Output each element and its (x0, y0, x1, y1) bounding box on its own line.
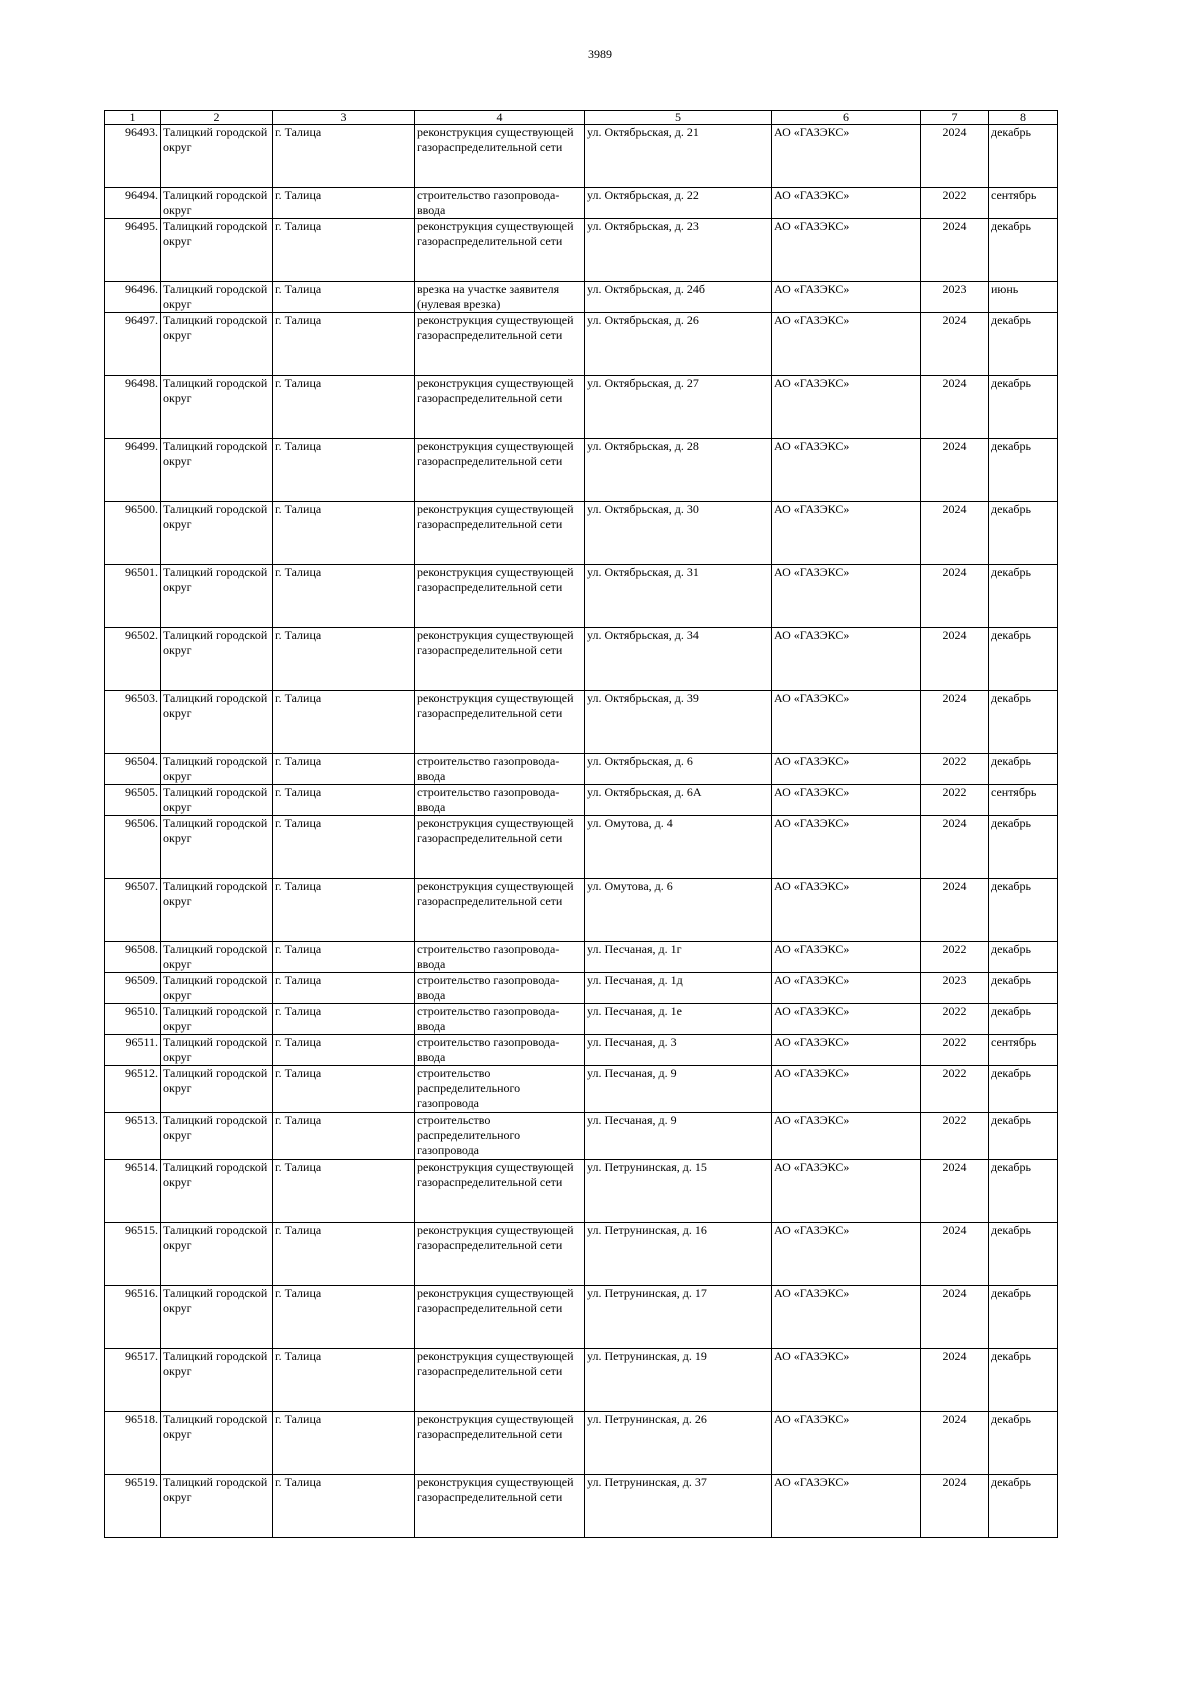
address-cell: ул. Октябрьская, д. 22 (585, 188, 772, 219)
month-cell: декабрь (989, 1160, 1058, 1223)
row-number-cell: 96508. (105, 942, 161, 973)
table-row (105, 785, 1058, 816)
address-cell: ул. Петрунинская, д. 17 (585, 1286, 772, 1349)
district-cell: Талицкий городской округ (161, 1223, 273, 1286)
month-cell: декабрь (989, 942, 1058, 973)
row-number-cell: 96505. (105, 785, 161, 816)
work-type-cell: реконструкция существующей газораспределительной сети (415, 376, 585, 439)
table-row (105, 188, 1058, 219)
work-type-cell: реконструкция существующей газораспределительной сети (415, 1286, 585, 1349)
table-row (105, 816, 1058, 879)
district-cell: Талицкий городской округ (161, 1412, 273, 1475)
table-row (105, 628, 1058, 691)
address-cell: ул. Песчаная, д. 9 (585, 1113, 772, 1160)
organization-cell: АО «ГАЗЭКС» (772, 565, 921, 628)
organization-cell: АО «ГАЗЭКС» (772, 879, 921, 942)
row-number-cell: 96493. (105, 125, 161, 188)
year-cell: 2024 (921, 628, 989, 691)
work-type-cell: реконструкция существующей газораспределительной сети (415, 1223, 585, 1286)
row-number-cell: 96514. (105, 1160, 161, 1223)
work-type-cell: реконструкция существующей газораспределительной сети (415, 628, 585, 691)
locality-cell: г. Талица (273, 628, 415, 691)
column-header: 8 (989, 111, 1058, 125)
table-row (105, 754, 1058, 785)
row-number-cell: 96512. (105, 1066, 161, 1113)
organization-cell: АО «ГАЗЭКС» (772, 1412, 921, 1475)
address-cell: ул. Петрунинская, д. 19 (585, 1349, 772, 1412)
row-number-cell: 96495. (105, 219, 161, 282)
year-cell: 2024 (921, 219, 989, 282)
year-cell: 2024 (921, 565, 989, 628)
district-cell: Талицкий городской округ (161, 376, 273, 439)
year-cell: 2023 (921, 973, 989, 1004)
month-cell: декабрь (989, 502, 1058, 565)
locality-cell: г. Талица (273, 691, 415, 754)
work-type-cell: реконструкция существующей газораспределительной сети (415, 219, 585, 282)
district-cell: Талицкий городской округ (161, 282, 273, 313)
locality-cell: г. Талица (273, 376, 415, 439)
year-cell: 2024 (921, 125, 989, 188)
work-type-cell: строительство газопровода-ввода (415, 188, 585, 219)
page-number: 3989 (588, 47, 612, 61)
row-number-cell: 96513. (105, 1113, 161, 1160)
month-cell: сентябрь (989, 1035, 1058, 1066)
district-cell: Талицкий городской округ (161, 785, 273, 816)
month-cell: декабрь (989, 1223, 1058, 1286)
year-cell: 2022 (921, 1035, 989, 1066)
row-number-cell: 96496. (105, 282, 161, 313)
address-cell: ул. Омутова, д. 6 (585, 879, 772, 942)
table-row (105, 1035, 1058, 1066)
district-cell: Талицкий городской округ (161, 1004, 273, 1035)
organization-cell: АО «ГАЗЭКС» (772, 282, 921, 313)
table-row (105, 691, 1058, 754)
organization-cell: АО «ГАЗЭКС» (772, 1113, 921, 1160)
column-header: 4 (415, 111, 585, 125)
locality-cell: г. Талица (273, 219, 415, 282)
district-cell: Талицкий городской округ (161, 1066, 273, 1113)
table-row (105, 313, 1058, 376)
address-cell: ул. Октябрьская, д. 23 (585, 219, 772, 282)
column-header: 5 (585, 111, 772, 125)
district-cell: Талицкий городской округ (161, 565, 273, 628)
row-number-cell: 96502. (105, 628, 161, 691)
organization-cell: АО «ГАЗЭКС» (772, 1223, 921, 1286)
work-type-cell: строительство газопровода-ввода (415, 1035, 585, 1066)
work-type-cell: реконструкция существующей газораспределительной сети (415, 125, 585, 188)
organization-cell: АО «ГАЗЭКС» (772, 942, 921, 973)
month-cell: декабрь (989, 1004, 1058, 1035)
month-cell: декабрь (989, 1475, 1058, 1538)
work-type-cell: реконструкция существующей газораспределительной сети (415, 879, 585, 942)
table-row (105, 973, 1058, 1004)
organization-cell: АО «ГАЗЭКС» (772, 691, 921, 754)
district-cell: Талицкий городской округ (161, 439, 273, 502)
work-type-cell: строительство распределительного газопровода (415, 1066, 585, 1113)
month-cell: декабрь (989, 1113, 1058, 1160)
table-row (105, 502, 1058, 565)
organization-cell: АО «ГАЗЭКС» (772, 816, 921, 879)
column-header: 3 (273, 111, 415, 125)
year-cell: 2024 (921, 1223, 989, 1286)
district-cell: Талицкий городской округ (161, 973, 273, 1004)
year-cell: 2022 (921, 188, 989, 219)
row-number-cell: 96504. (105, 754, 161, 785)
address-cell: ул. Октябрьская, д. 6 (585, 754, 772, 785)
table-row (105, 1160, 1058, 1223)
work-type-cell: реконструкция существующей газораспределительной сети (415, 816, 585, 879)
year-cell: 2024 (921, 1349, 989, 1412)
organization-cell: АО «ГАЗЭКС» (772, 1160, 921, 1223)
locality-cell: г. Талица (273, 1223, 415, 1286)
work-type-cell: строительство газопровода-ввода (415, 973, 585, 1004)
locality-cell: г. Талица (273, 1035, 415, 1066)
year-cell: 2022 (921, 754, 989, 785)
column-header: 7 (921, 111, 989, 125)
year-cell: 2024 (921, 1286, 989, 1349)
address-cell: ул. Октябрьская, д. 39 (585, 691, 772, 754)
district-cell: Талицкий городской округ (161, 942, 273, 973)
district-cell: Талицкий городской округ (161, 754, 273, 785)
work-type-cell: строительство газопровода-ввода (415, 942, 585, 973)
organization-cell: АО «ГАЗЭКС» (772, 754, 921, 785)
locality-cell: г. Талица (273, 502, 415, 565)
row-number-cell: 96509. (105, 973, 161, 1004)
year-cell: 2024 (921, 691, 989, 754)
table-row (105, 1475, 1058, 1538)
column-header: 1 (105, 111, 161, 125)
table-body (105, 125, 1058, 1538)
month-cell: декабрь (989, 219, 1058, 282)
work-type-cell: реконструкция существующей газораспределительной сети (415, 502, 585, 565)
table-row (105, 1004, 1058, 1035)
address-cell: ул. Октябрьская, д. 21 (585, 125, 772, 188)
locality-cell: г. Талица (273, 785, 415, 816)
year-cell: 2024 (921, 879, 989, 942)
district-cell: Талицкий городской округ (161, 1349, 273, 1412)
work-type-cell: реконструкция существующей газораспределительной сети (415, 1160, 585, 1223)
month-cell: декабрь (989, 879, 1058, 942)
organization-cell: АО «ГАЗЭКС» (772, 313, 921, 376)
table-row (105, 1349, 1058, 1412)
organization-cell: АО «ГАЗЭКС» (772, 1349, 921, 1412)
address-cell: ул. Октябрьская, д. 26 (585, 313, 772, 376)
work-type-cell: строительство газопровода-ввода (415, 785, 585, 816)
address-cell: ул. Октябрьская, д. 6А (585, 785, 772, 816)
month-cell: сентябрь (989, 188, 1058, 219)
address-cell: ул. Октябрьская, д. 30 (585, 502, 772, 565)
organization-cell: АО «ГАЗЭКС» (772, 1004, 921, 1035)
district-cell: Талицкий городской округ (161, 188, 273, 219)
organization-cell: АО «ГАЗЭКС» (772, 439, 921, 502)
work-type-cell: реконструкция существующей газораспределительной сети (415, 1412, 585, 1475)
organization-cell: АО «ГАЗЭКС» (772, 785, 921, 816)
district-cell: Талицкий городской округ (161, 1035, 273, 1066)
district-cell: Талицкий городской округ (161, 1160, 273, 1223)
locality-cell: г. Талица (273, 1286, 415, 1349)
locality-cell: г. Талица (273, 125, 415, 188)
organization-cell: АО «ГАЗЭКС» (772, 219, 921, 282)
locality-cell: г. Талица (273, 282, 415, 313)
organization-cell: АО «ГАЗЭКС» (772, 188, 921, 219)
locality-cell: г. Талица (273, 1004, 415, 1035)
month-cell: декабрь (989, 816, 1058, 879)
locality-cell: г. Талица (273, 1113, 415, 1160)
year-cell: 2024 (921, 1475, 989, 1538)
row-number-cell: 96497. (105, 313, 161, 376)
month-cell: декабрь (989, 1066, 1058, 1113)
table-row (105, 1286, 1058, 1349)
table-row (105, 1066, 1058, 1113)
month-cell: декабрь (989, 1286, 1058, 1349)
year-cell: 2024 (921, 313, 989, 376)
year-cell: 2023 (921, 282, 989, 313)
month-cell: декабрь (989, 313, 1058, 376)
year-cell: 2024 (921, 502, 989, 565)
locality-cell: г. Талица (273, 1349, 415, 1412)
year-cell: 2024 (921, 1160, 989, 1223)
address-cell: ул. Петрунинская, д. 15 (585, 1160, 772, 1223)
year-cell: 2024 (921, 439, 989, 502)
address-cell: ул. Октябрьская, д. 34 (585, 628, 772, 691)
table-row (105, 942, 1058, 973)
address-cell: ул. Октябрьская, д. 27 (585, 376, 772, 439)
work-type-cell: строительство газопровода-ввода (415, 754, 585, 785)
district-cell: Талицкий городской округ (161, 219, 273, 282)
organization-cell: АО «ГАЗЭКС» (772, 125, 921, 188)
district-cell: Талицкий городской округ (161, 313, 273, 376)
address-cell: ул. Петрунинская, д. 16 (585, 1223, 772, 1286)
row-number-cell: 96494. (105, 188, 161, 219)
organization-cell: АО «ГАЗЭКС» (772, 1286, 921, 1349)
address-cell: ул. Октябрьская, д. 24б (585, 282, 772, 313)
table-row (105, 125, 1058, 188)
month-cell: декабрь (989, 565, 1058, 628)
month-cell: декабрь (989, 1412, 1058, 1475)
address-cell: ул. Песчаная, д. 9 (585, 1066, 772, 1113)
table-row (105, 565, 1058, 628)
year-cell: 2022 (921, 1066, 989, 1113)
year-cell: 2022 (921, 1004, 989, 1035)
organization-cell: АО «ГАЗЭКС» (772, 1035, 921, 1066)
row-number-cell: 96519. (105, 1475, 161, 1538)
locality-cell: г. Талица (273, 1066, 415, 1113)
work-type-cell: строительство распределительного газопровода (415, 1113, 585, 1160)
work-type-cell: реконструкция существующей газораспределительной сети (415, 565, 585, 628)
district-cell: Талицкий городской округ (161, 125, 273, 188)
district-cell: Талицкий городской округ (161, 502, 273, 565)
row-number-cell: 96516. (105, 1286, 161, 1349)
month-cell: декабрь (989, 973, 1058, 1004)
month-cell: декабрь (989, 1349, 1058, 1412)
organization-cell: АО «ГАЗЭКС» (772, 1475, 921, 1538)
year-cell: 2024 (921, 816, 989, 879)
locality-cell: г. Талица (273, 1412, 415, 1475)
table-row (105, 282, 1058, 313)
address-cell: ул. Песчаная, д. 1г (585, 942, 772, 973)
month-cell: декабрь (989, 439, 1058, 502)
year-cell: 2022 (921, 1113, 989, 1160)
district-cell: Талицкий городской округ (161, 691, 273, 754)
address-cell: ул. Октябрьская, д. 31 (585, 565, 772, 628)
locality-cell: г. Талица (273, 879, 415, 942)
locality-cell: г. Талица (273, 1160, 415, 1223)
locality-cell: г. Талица (273, 973, 415, 1004)
row-number-cell: 96501. (105, 565, 161, 628)
work-type-cell: реконструкция существующей газораспределительной сети (415, 1349, 585, 1412)
row-number-cell: 96500. (105, 502, 161, 565)
address-cell: ул. Омутова, д. 4 (585, 816, 772, 879)
year-cell: 2024 (921, 1412, 989, 1475)
organization-cell: АО «ГАЗЭКС» (772, 502, 921, 565)
row-number-cell: 96515. (105, 1223, 161, 1286)
locality-cell: г. Талица (273, 565, 415, 628)
work-type-cell: реконструкция существующей газораспределительной сети (415, 313, 585, 376)
organization-cell: АО «ГАЗЭКС» (772, 376, 921, 439)
locality-cell: г. Талица (273, 1475, 415, 1538)
row-number-cell: 96503. (105, 691, 161, 754)
table-row (105, 1223, 1058, 1286)
row-number-cell: 96499. (105, 439, 161, 502)
column-header: 6 (772, 111, 921, 125)
work-type-cell: строительство газопровода-ввода (415, 1004, 585, 1035)
address-cell: ул. Петрунинская, д. 26 (585, 1412, 772, 1475)
month-cell: декабрь (989, 628, 1058, 691)
work-type-cell: реконструкция существующей газораспределительной сети (415, 691, 585, 754)
row-number-cell: 96507. (105, 879, 161, 942)
month-cell: декабрь (989, 691, 1058, 754)
row-number-cell: 96498. (105, 376, 161, 439)
locality-cell: г. Талица (273, 942, 415, 973)
year-cell: 2022 (921, 785, 989, 816)
district-cell: Талицкий городской округ (161, 1113, 273, 1160)
locality-cell: г. Талица (273, 188, 415, 219)
address-cell: ул. Песчаная, д. 3 (585, 1035, 772, 1066)
address-cell: ул. Песчаная, д. 1е (585, 1004, 772, 1035)
work-type-cell: реконструкция существующей газораспределительной сети (415, 1475, 585, 1538)
table-row (105, 219, 1058, 282)
table-row (105, 1412, 1058, 1475)
district-cell: Талицкий городской округ (161, 628, 273, 691)
row-number-cell: 96506. (105, 816, 161, 879)
work-type-cell: реконструкция существующей газораспределительной сети (415, 439, 585, 502)
row-number-cell: 96518. (105, 1412, 161, 1475)
column-number-row (105, 111, 1058, 125)
table-row (105, 376, 1058, 439)
row-number-cell: 96517. (105, 1349, 161, 1412)
year-cell: 2024 (921, 376, 989, 439)
district-cell: Талицкий городской округ (161, 879, 273, 942)
table-row (105, 879, 1058, 942)
month-cell: декабрь (989, 376, 1058, 439)
locality-cell: г. Талица (273, 816, 415, 879)
row-number-cell: 96511. (105, 1035, 161, 1066)
table-row (105, 439, 1058, 502)
month-cell: декабрь (989, 125, 1058, 188)
organization-cell: АО «ГАЗЭКС» (772, 1066, 921, 1113)
month-cell: сентябрь (989, 785, 1058, 816)
row-number-cell: 96510. (105, 1004, 161, 1035)
address-cell: ул. Петрунинская, д. 37 (585, 1475, 772, 1538)
locality-cell: г. Талица (273, 439, 415, 502)
table-row (105, 1113, 1058, 1160)
district-cell: Талицкий городской округ (161, 816, 273, 879)
locality-cell: г. Талица (273, 313, 415, 376)
organization-cell: АО «ГАЗЭКС» (772, 973, 921, 1004)
district-cell: Талицкий городской округ (161, 1475, 273, 1538)
district-cell: Талицкий городской округ (161, 1286, 273, 1349)
gasification-registry-table (104, 110, 1058, 1538)
work-type-cell: врезка на участке заявителя (нулевая врезка) (415, 282, 585, 313)
column-header: 2 (161, 111, 273, 125)
month-cell: июнь (989, 282, 1058, 313)
year-cell: 2022 (921, 942, 989, 973)
month-cell: декабрь (989, 754, 1058, 785)
organization-cell: АО «ГАЗЭКС» (772, 628, 921, 691)
locality-cell: г. Талица (273, 754, 415, 785)
address-cell: ул. Песчаная, д. 1д (585, 973, 772, 1004)
address-cell: ул. Октябрьская, д. 28 (585, 439, 772, 502)
